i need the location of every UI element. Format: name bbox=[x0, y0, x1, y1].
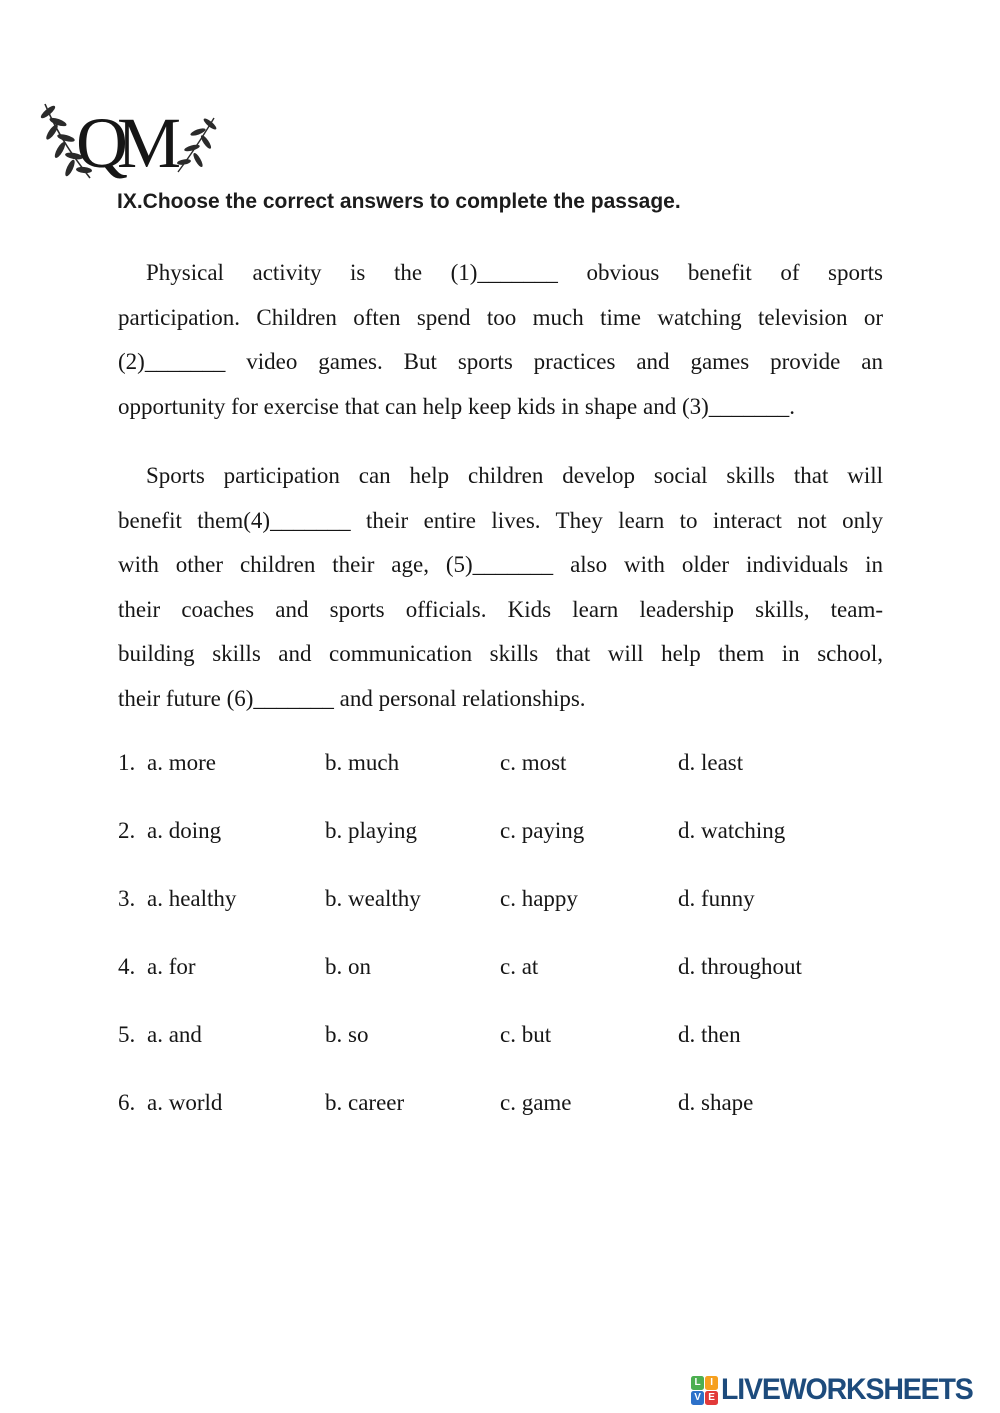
option-a[interactable]: a. for bbox=[147, 954, 196, 979]
live-grid-icon bbox=[691, 1376, 718, 1405]
qm-logo bbox=[38, 104, 218, 182]
live-icon-cell-e: E bbox=[705, 1391, 718, 1405]
passage-line: their coaches and sports officials. Kids learn leadership skills, team- bbox=[118, 596, 883, 622]
option-c[interactable]: c. at bbox=[500, 954, 539, 979]
option-a[interactable]: a. world bbox=[147, 1090, 223, 1115]
qm-monogram: QM bbox=[76, 103, 171, 183]
passage-line: opportunity for exercise that can help keep kids in shape and (3)_______. bbox=[118, 393, 796, 419]
option-b[interactable]: b. so bbox=[325, 1022, 369, 1047]
passage-paragraph-1 bbox=[118, 251, 883, 429]
option-a[interactable]: a. and bbox=[147, 1022, 202, 1047]
question-number: 3. bbox=[118, 886, 136, 911]
leaf-branch-right-icon bbox=[174, 114, 218, 176]
question-number: 1. bbox=[118, 750, 136, 775]
question-row-4 bbox=[118, 952, 888, 1020]
question-number: 6. bbox=[118, 1090, 136, 1115]
option-b[interactable]: b. career bbox=[325, 1090, 405, 1115]
option-b[interactable]: b. on bbox=[325, 954, 371, 979]
passage-paragraph-2 bbox=[118, 454, 883, 721]
option-c[interactable]: c. happy bbox=[500, 886, 578, 911]
passage-line: (2)_______ video games. But sports practices and games provide an bbox=[118, 349, 883, 374]
passage-line: Sports participation can help children develop social skills that will bbox=[146, 463, 883, 488]
live-icon-cell-v: V bbox=[691, 1391, 704, 1405]
passage-line: with other children their age, (5)_______ also with older individuals in bbox=[118, 552, 883, 577]
live-icon-cell-l: L bbox=[691, 1376, 704, 1390]
passage-line: participation. Children often spend too much time watching television or bbox=[118, 304, 883, 330]
passage-line: their future (6)_______ and personal relationships. bbox=[118, 685, 586, 711]
questions-list bbox=[118, 748, 888, 1156]
option-a[interactable]: a. healthy bbox=[147, 886, 237, 911]
option-d[interactable]: d. funny bbox=[678, 886, 755, 911]
option-a[interactable]: a. doing bbox=[147, 818, 222, 843]
question-number: 5. bbox=[118, 1022, 136, 1047]
option-c[interactable]: c. most bbox=[500, 750, 567, 775]
question-row-6 bbox=[118, 1088, 888, 1156]
option-b[interactable]: b. much bbox=[325, 750, 400, 775]
option-c[interactable]: c. game bbox=[500, 1090, 572, 1115]
question-row-1 bbox=[118, 748, 888, 816]
passage-line: Physical activity is the (1)_______ obvious benefit of sports bbox=[146, 260, 883, 285]
option-b[interactable]: b. playing bbox=[325, 818, 417, 843]
option-d[interactable]: d. least bbox=[678, 750, 744, 775]
passage-line: benefit them(4)_______ their entire lives. They learn to interact not only bbox=[118, 507, 883, 533]
option-d[interactable]: d. shape bbox=[678, 1090, 754, 1115]
question-number: 4. bbox=[118, 954, 136, 979]
option-a[interactable]: a. more bbox=[147, 750, 216, 775]
question-row-3 bbox=[118, 884, 888, 952]
liveworksheets-wordmark: LIVEWORKSHEETS bbox=[721, 1373, 973, 1406]
option-b[interactable]: b. wealthy bbox=[325, 886, 421, 911]
question-row-5 bbox=[118, 1020, 888, 1088]
live-icon-cell-i: I bbox=[705, 1376, 718, 1390]
passage-line: building skills and communication skills that will help them in school, bbox=[118, 641, 883, 666]
liveworksheets-logo[interactable] bbox=[691, 1373, 986, 1407]
section-heading: IX.Choose the correct answers to complete the passage. bbox=[117, 190, 681, 213]
option-d[interactable]: d. then bbox=[678, 1022, 741, 1047]
option-c[interactable]: c. paying bbox=[500, 818, 585, 843]
option-d[interactable]: d. throughout bbox=[678, 954, 802, 979]
question-number: 2. bbox=[118, 818, 136, 843]
question-row-2 bbox=[118, 816, 888, 884]
option-d[interactable]: d. watching bbox=[678, 818, 786, 843]
option-c[interactable]: c. but bbox=[500, 1022, 552, 1047]
